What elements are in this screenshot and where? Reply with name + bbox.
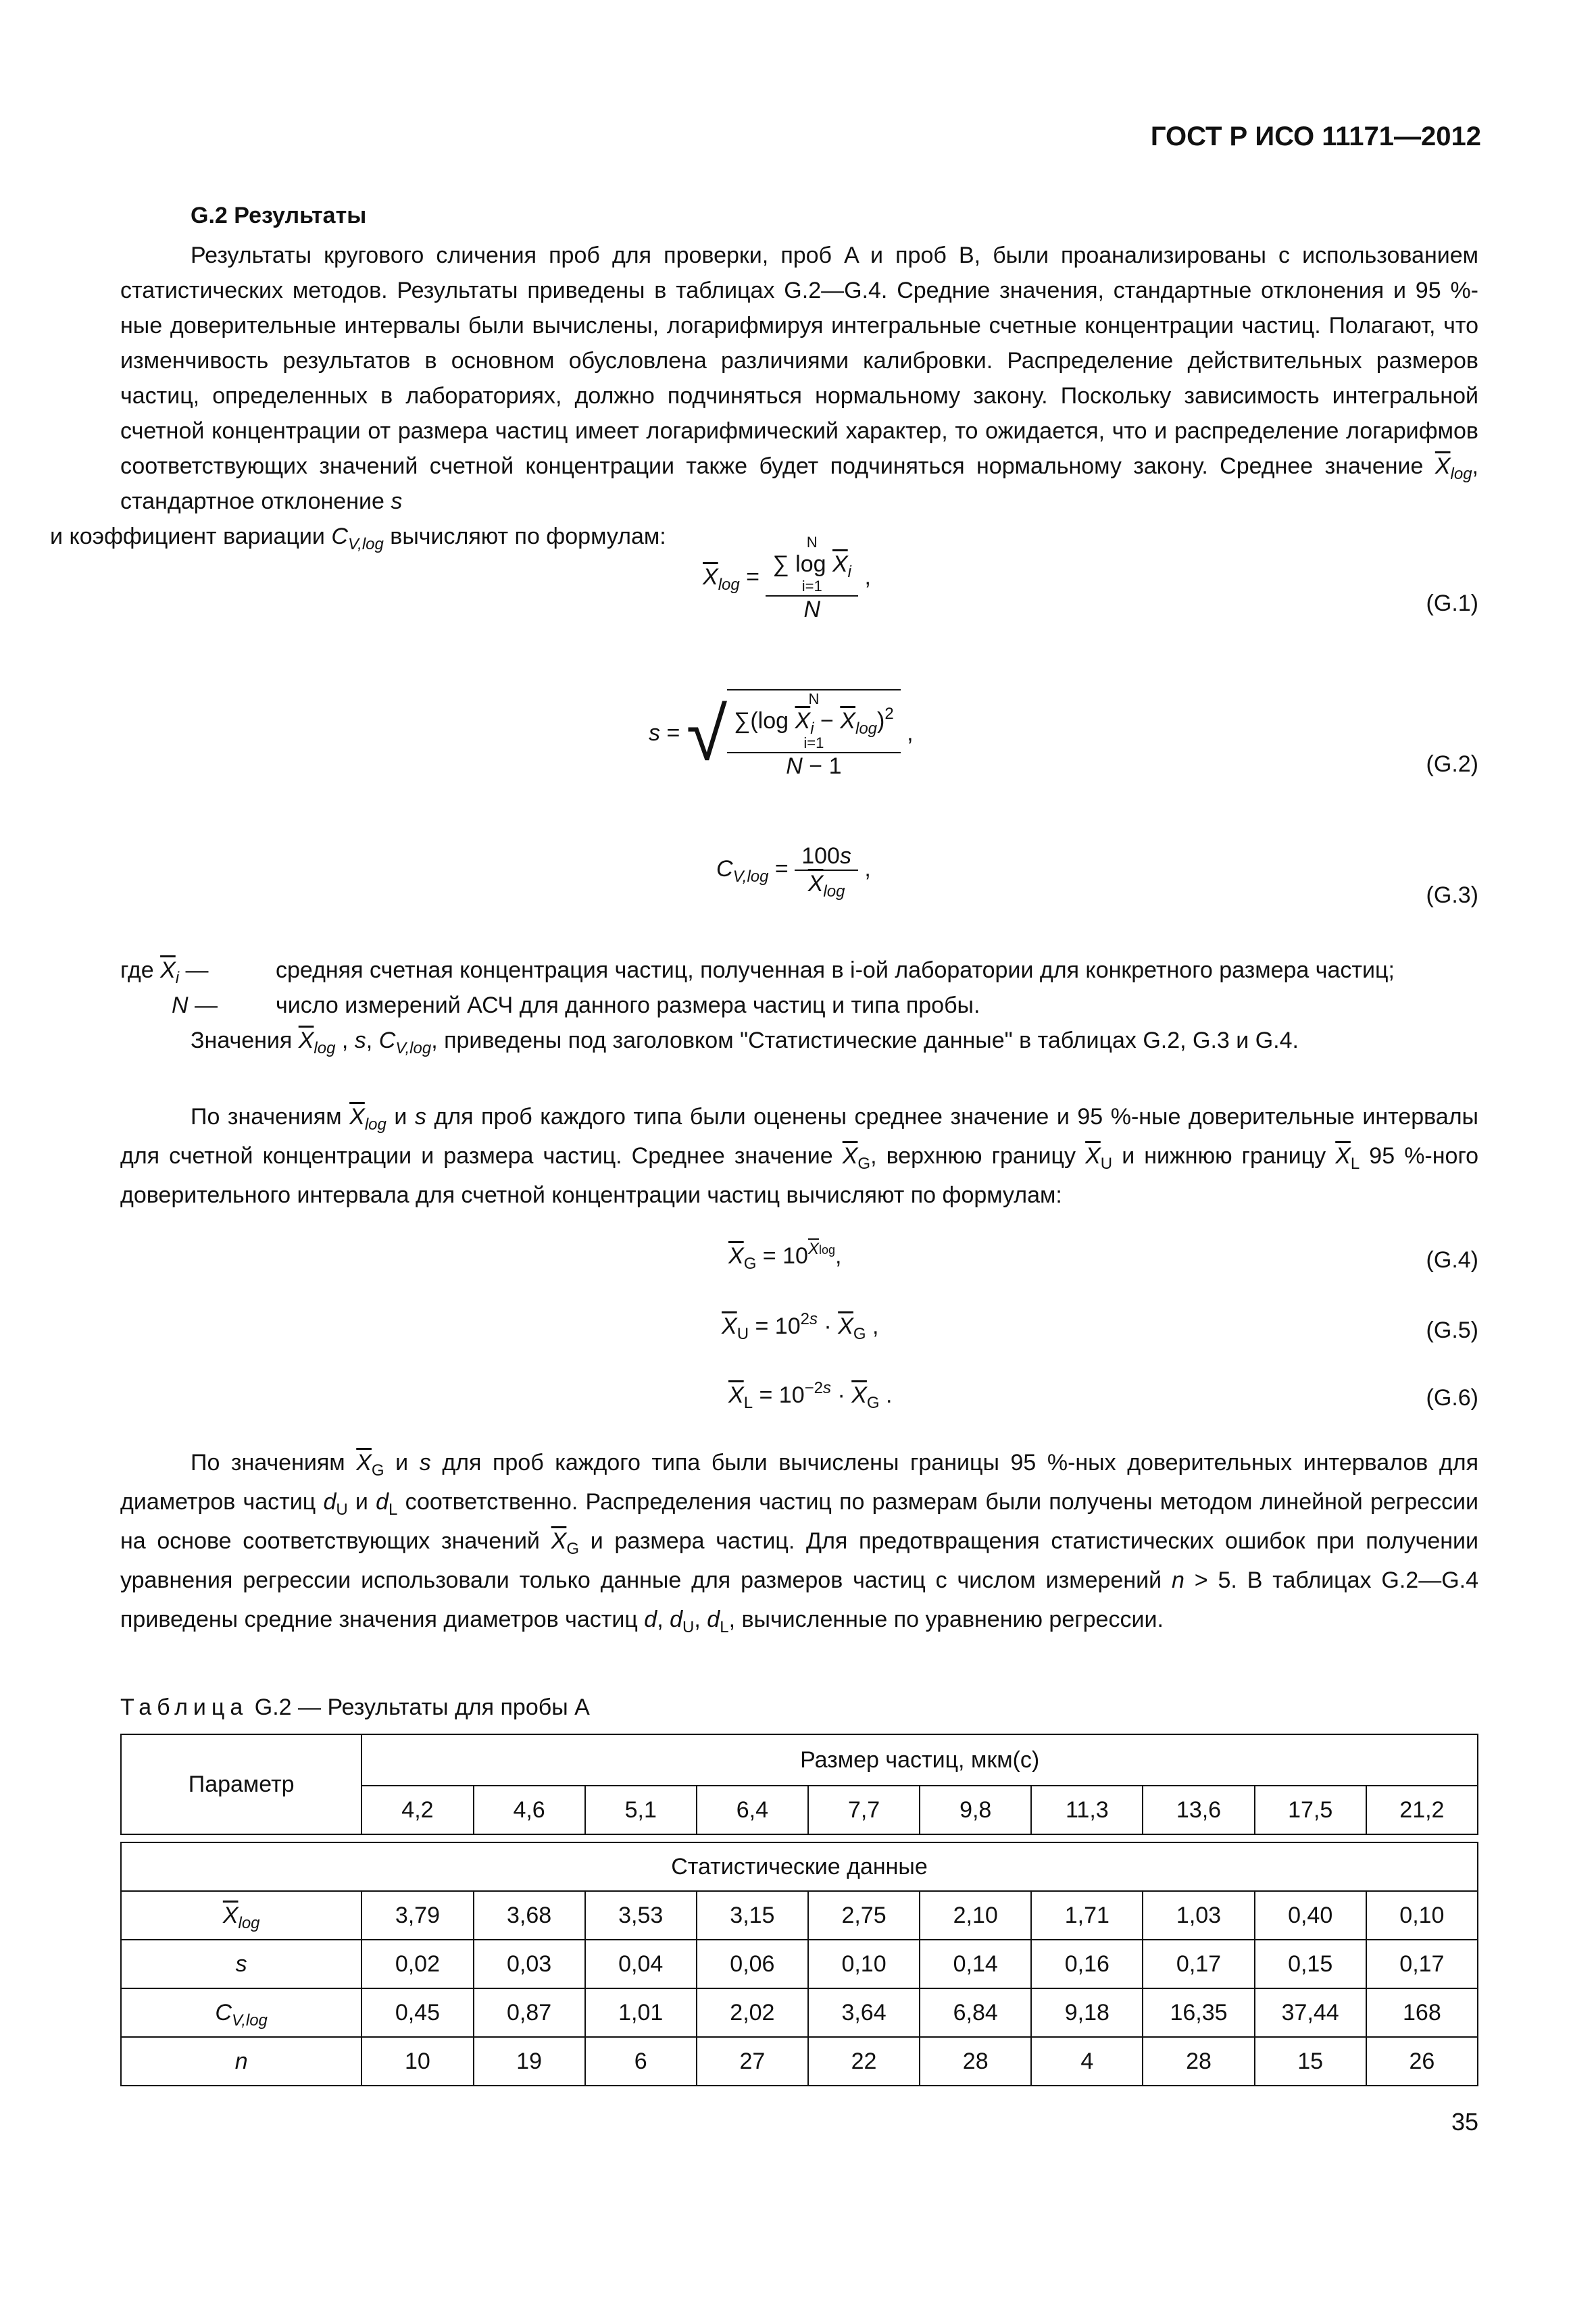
table-cell: 6 — [585, 2037, 697, 2086]
table-cell: 3,79 — [361, 1891, 473, 1940]
stat-header: Статистические данные — [121, 1842, 1478, 1891]
para3-e: > 5. В таблицах G.2—G.4 приведены средние значения диаметров частиц — [120, 1567, 1479, 1632]
table-cell: 15 — [1255, 2037, 1366, 2086]
table-cell: 2,02 — [697, 1988, 808, 2037]
table-cell: 1,71 — [1031, 1891, 1143, 1940]
para2-c: , верхнюю границу — [870, 1143, 1086, 1169]
table-cell: 0,14 — [920, 1940, 1031, 1988]
size-header: Размер частиц, мкм(c) — [361, 1734, 1478, 1786]
table-cell: 3,53 — [585, 1891, 697, 1940]
table-cell: 22 — [808, 2037, 920, 2086]
document-header: ГОСТ Р ИСО 11171—2012 — [1150, 122, 1481, 151]
para3-d: и размера частиц. Для предотвращения статистических ошибок при получении уравнения регрессии использовали только данные для размеров частиц с числом измерений — [120, 1528, 1478, 1593]
table-row — [121, 2037, 1478, 2086]
row-param: n — [121, 2037, 361, 2086]
para2-a: По значениям — [191, 1104, 350, 1130]
size-cell: 4,6 — [474, 1786, 585, 1834]
equation-number-g6: (G.6) — [1426, 1385, 1478, 1411]
para3-b: для проб каждого типа были вычислены границы 95 %-ных доверительных интервалов для диаметров частиц — [120, 1450, 1478, 1515]
size-cell: 13,6 — [1143, 1786, 1254, 1834]
size-cell: 9,8 — [920, 1786, 1031, 1834]
equation-g5: $\overline{X}_U = 10^{2s} \cdot \overline{X}_G$ , — [722, 1310, 879, 1343]
equation-number-g2: (G.2) — [1426, 751, 1478, 777]
section-title: G.2 Результаты — [191, 203, 367, 228]
table-cell: 28 — [1143, 2037, 1254, 2086]
table-cell: 1,03 — [1143, 1891, 1254, 1940]
table-cell: 0,02 — [361, 1940, 473, 1988]
table-cell: 0,40 — [1255, 1891, 1366, 1940]
table-cell: 168 — [1366, 1988, 1478, 2037]
table-row — [121, 1891, 1478, 1940]
table-cell: 1,01 — [585, 1988, 697, 2037]
size-cell: 17,5 — [1255, 1786, 1366, 1834]
table-caption-rest: G.2 — Результаты для пробы A — [248, 1694, 590, 1720]
row-param: $C_{V,log}$ — [121, 1988, 361, 2037]
table-cell: 37,44 — [1255, 1988, 1366, 2037]
table-cell: 0,03 — [474, 1940, 585, 1988]
intro-text-2: , стандартное отклонение — [120, 453, 1478, 514]
size-cell: 6,4 — [697, 1786, 808, 1834]
table-cell: 3,68 — [474, 1891, 585, 1940]
results-table — [120, 1734, 1478, 2086]
table-cell: 0,10 — [1366, 1891, 1478, 1940]
table-row — [121, 1940, 1478, 1988]
para2-e: 95 %-ного доверительного интервала для счетной концентрации частиц вычисляют по формулам: — [120, 1143, 1479, 1208]
table-cell: 2,75 — [808, 1891, 920, 1940]
table-caption — [120, 1694, 590, 1721]
table-cell: 0,06 — [697, 1940, 808, 1988]
equation-g6: $\overline{X}_L = 10^{-2s} \cdot \overline{X}_G$ . — [728, 1379, 893, 1412]
xlog-symbol: $\overline{X}$ — [1435, 453, 1451, 479]
definition-n: число измерений АСЧ для данного размера частиц и типа пробы. — [276, 992, 980, 1018]
table-cell: 2,10 — [920, 1891, 1031, 1940]
size-cell: 4,2 — [361, 1786, 473, 1834]
table-cell: 19 — [474, 2037, 585, 2086]
equation-number-g3: (G.3) — [1426, 882, 1478, 908]
para2-d: и нижнюю границу — [1112, 1143, 1336, 1169]
table-cell: 0,15 — [1255, 1940, 1366, 1988]
equation-g4: $\overline{X}_G = 10^{\overline{X}log}$, — [728, 1240, 842, 1273]
table-cell: 0,16 — [1031, 1940, 1143, 1988]
param-header: Параметр — [121, 1734, 361, 1834]
intro-text-1: Результаты кругового сличения проб для проверки, проб A и проб B, были проанализированы с использованием статистических методов. Результаты приведены в таблицах G.2—G.4. Средние значения, стандартные отклонения и 95 %-ные доверительные интервалы были вычислены, логарифмируя интегральные счетные концентрации частиц. Полагают, что изменчивость результатов в основном обусловлена различиями калибровки. Распределение действительных размеров частиц, определенных в лабораториях, должно подчиняться нормальному закону. Поскольку зависимость интегральной счетной концентрации от размера частиц имеет логарифмический характер, то ожидается, что и распределение логарифмов соответствующих значений счетной концентрации также будет подчиняться нормальному закону. Среднее значение — [120, 243, 1478, 479]
table-cell: 0,17 — [1143, 1940, 1254, 1988]
table-cell: 3,64 — [808, 1988, 920, 2037]
para3-a: По значениям — [191, 1450, 357, 1476]
table-cell: 0,45 — [361, 1988, 473, 2037]
equation-number-g4: (G.4) — [1426, 1247, 1478, 1273]
intro-paragraph: Результаты кругового сличения проб для проверки, проб A и проб B, были проанализированы с использованием статистических методов. Результаты приведены в таблицах G.2—G.4. Средние значения, стандартные отклонения и 95 %-ные доверительные интервалы были вычислены, логарифмируя интегральные счетные концентрации частиц. Полагают, что изменчивость результатов в основном обусловлена различиями калибровки. Распределение действительных размеров частиц, определенных в лабораториях, должно подчиняться нормальному закону. Поскольку зависимость интегральной счетной концентрации от размера частиц имеет логарифмический характер, то ожидается, что и распределение логарифмов соответствующих значений счетной концентрации также будет подчиняться нормальному закону. Среднее значение $\overline{X}_{log}$, стандартное отклонение s и коэффициент вариации $C_{V,log}$ вычисляют по формулам: — [50, 243, 1478, 553]
table-cell: 27 — [697, 2037, 808, 2086]
table-cell: 9,18 — [1031, 1988, 1143, 2037]
table-cell: 10 — [361, 2037, 473, 2086]
row-param: s — [121, 1940, 361, 1988]
definitions-block: где $\overline{X}_i$ — средняя счетная концентрация частиц, полученная в i-ой лаборатории для конкретного размера частиц; N — число измерений АСЧ для данного размера частиц и типа пробы. Значения $\overline{X}_{log}$ , s, $C_{V,log}$, приведены под заголовком "Статистические данные" в таблицах G.2, G.3 и G.4. — [120, 953, 1478, 1058]
paragraph-confidence: По значениям $\overline{X}_{log}$ и s для проб каждого типа были оценены среднее значение и 95 %-ные доверительные интервалы для счетной концентрации и размера частиц. Среднее значение $\overline{X}_G$, верхнюю границу $\overline{X}_U$ и нижнюю границу $\overline{X}_L$ 95 %-ного доверительного интервала для счетной концентрации частиц вычисляют по формулам: — [120, 1104, 1479, 1208]
equation-number-g1: (G.1) — [1426, 590, 1478, 616]
equation-number-g5: (G.5) — [1426, 1317, 1478, 1343]
page-number: 35 — [1451, 2108, 1478, 2136]
table-cell: 28 — [920, 2037, 1031, 2086]
size-cell: 7,7 — [808, 1786, 920, 1834]
para2-b: для проб каждого типа были оценены среднее значение и 95 %-ные доверительные интервалы для счетной концентрации и размера частиц. Среднее значение — [120, 1104, 1478, 1169]
values-line: приведены под заголовком "Статистические данные" в таблицах G.2, G.3 и G.4. — [444, 1028, 1299, 1053]
equation-g3: $C_{V,log}$ = $\frac{100s}{\overline{X}_{log}}$ , — [716, 843, 871, 901]
size-cell: 5,1 — [585, 1786, 697, 1834]
paragraph-regression: По значениям $\overline{X}_G$ и s для проб каждого типа были вычислены границы 95 %-ных доверительных интервалов для диаметров частиц $d_U$ и $d_L$ соответственно. Распределения частиц по размерам были получены методом линейной регрессии на основе соответствующих значений $\overline{X}_G$ и размера частиц. Для предотвращения статистических ошибок при получении уравнения регрессии использовали только данные для размеров частиц с числом измерений n > 5. В таблицах G.2—G.4 приведены средние значения диаметров частиц d, $d_U$, $d_L$, вычисленные по уравнению регрессии. — [120, 1450, 1479, 1636]
table-cell: 0,17 — [1366, 1940, 1478, 1988]
table-cell: 4 — [1031, 2037, 1143, 2086]
size-cell: 21,2 — [1366, 1786, 1478, 1834]
para3-f: , вычисленные по уравнению регрессии. — [728, 1607, 1164, 1632]
table-cell: 0,10 — [808, 1940, 920, 1988]
table-row — [121, 1988, 1478, 2037]
table-cell: 0,87 — [474, 1988, 585, 2037]
intro-text-4: вычисляют по формулам: — [383, 524, 666, 549]
equation-g1: $\overline{X}_{log}$ = N ∑ $\log \overline{X}_i$ i=1 N , — [703, 534, 871, 622]
intro-text-3: и коэффициент вариации — [50, 524, 332, 549]
row-param: $\overline{X}_{log}$ — [121, 1891, 361, 1940]
table-cell: 3,15 — [697, 1891, 808, 1940]
equation-g2: s = √ N ∑(log $\overline{X}_i - \overline{X}_{log})^2$ i=1 N − 1 , — [649, 690, 914, 779]
size-cell: 11,3 — [1031, 1786, 1143, 1834]
para3-c: соответственно. Распределения частиц по размерам были получены методом линейной регрессии на основе соответствующих значений — [120, 1489, 1479, 1554]
table-cell: 26 — [1366, 2037, 1478, 2086]
table-cell: 16,35 — [1143, 1988, 1254, 2037]
table-cell: 0,04 — [585, 1940, 697, 1988]
table-cell: 6,84 — [920, 1988, 1031, 2037]
definition-xi: средняя счетная концентрация частиц, полученная в i-ой лаборатории для конкретного размера частиц; — [276, 957, 1395, 983]
table-caption-word: Таблица — [120, 1694, 249, 1720]
where-lead: где — [120, 957, 154, 983]
